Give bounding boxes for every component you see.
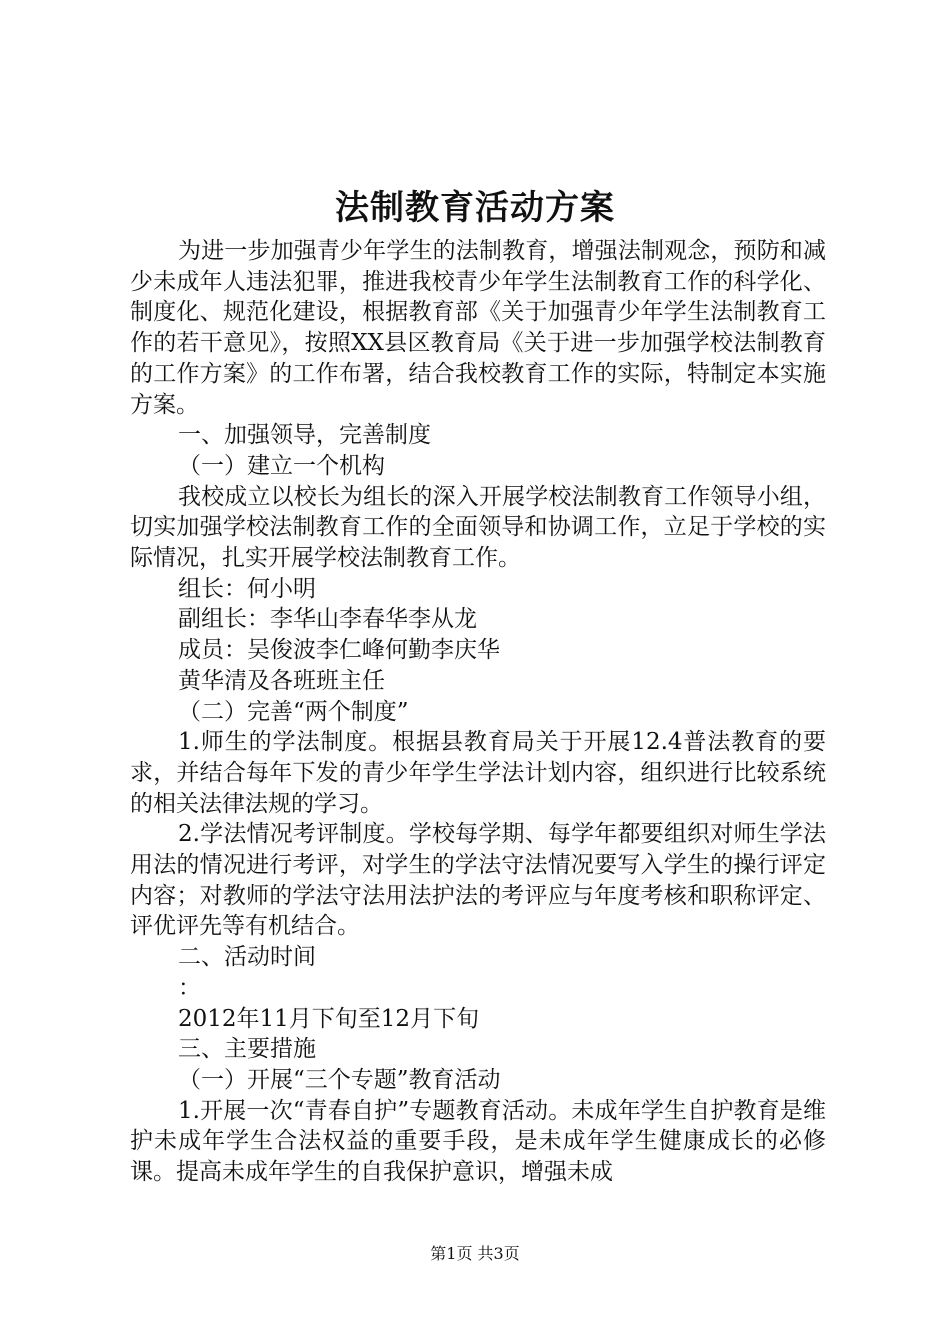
paragraph-measure-1: 1.开展一次“青春自护”专题教育活动。未成年学生自护教育是维护未成年学生合法权益的重要手段，是未成年学生健康成长的必修课。提高未成年学生的自我保护意识，增强未成 (130, 1097, 826, 1186)
colon-line: ： (178, 974, 201, 1001)
paragraph-intro: 为进一步加强青少年学生的法制教育，增强法制观念，预防和减少未成年人违法犯罪，推进我校青少年学生法制教育工作的科学化、制度化、规范化建设，根据教育部《关于加强青少年学生法制教育工作的若干意见》，按照XX县区教育局《关于进一步加强学校法制教育的工作方案》的工作布署，结合我校教育工作的实际，特制定本实施方案。 (130, 238, 826, 418)
list-item-deputy: 副组长：李华山李春华李从龙 (178, 606, 477, 633)
activity-time: 2012年11月下旬至12月下旬 (178, 1005, 480, 1032)
list-item-members-cont: 黄华清及各班班主任 (178, 667, 385, 694)
subheading-3-1: （一）开展“三个专题”教育活动 (178, 1066, 501, 1093)
page-footer: 第1页 共3页 (430, 1244, 520, 1263)
document-body (130, 236, 826, 1188)
paragraph-org: 我校成立以校长为组长的深入开展学校法制教育工作领导小组，切实加强学校法制教育工作的全面领导和协调工作，立足于学校的实际情况，扎实开展学校法制教育工作。 (130, 483, 826, 572)
heading-section-1: 一、加强领导，完善制度 (178, 422, 431, 449)
paragraph-rule-2: 2.学法情况考评制度。学校每学期、每学年都要组织对师生学法用法的情况进行考评，对学生的学法守法情况要写入学生的操行评定内容；对教师的学法守法用法护法的考评应与年度考核和职称评定、评优评先等有机结合。 (130, 821, 826, 940)
subheading-1-2: （二）完善“两个制度” (178, 698, 409, 725)
paragraph-rule-1: 1.师生的学法制度。根据县教育局关于开展12.4普法教育的要求，并结合每年下发的青少年学生学法计划内容，组织进行比较系统的相关法律法规的学习。 (130, 729, 826, 817)
list-item-members: 成员：吴俊波李仁峰何勤李庆华 (178, 637, 500, 664)
list-item-leader: 组长：何小明 (178, 575, 316, 602)
heading-section-3: 三、主要措施 (178, 1036, 316, 1063)
subheading-1-1: （一）建立一个机构 (178, 452, 385, 479)
page-title: 法制教育活动方案 (335, 188, 615, 228)
heading-section-2: 二、活动时间 (178, 944, 316, 971)
